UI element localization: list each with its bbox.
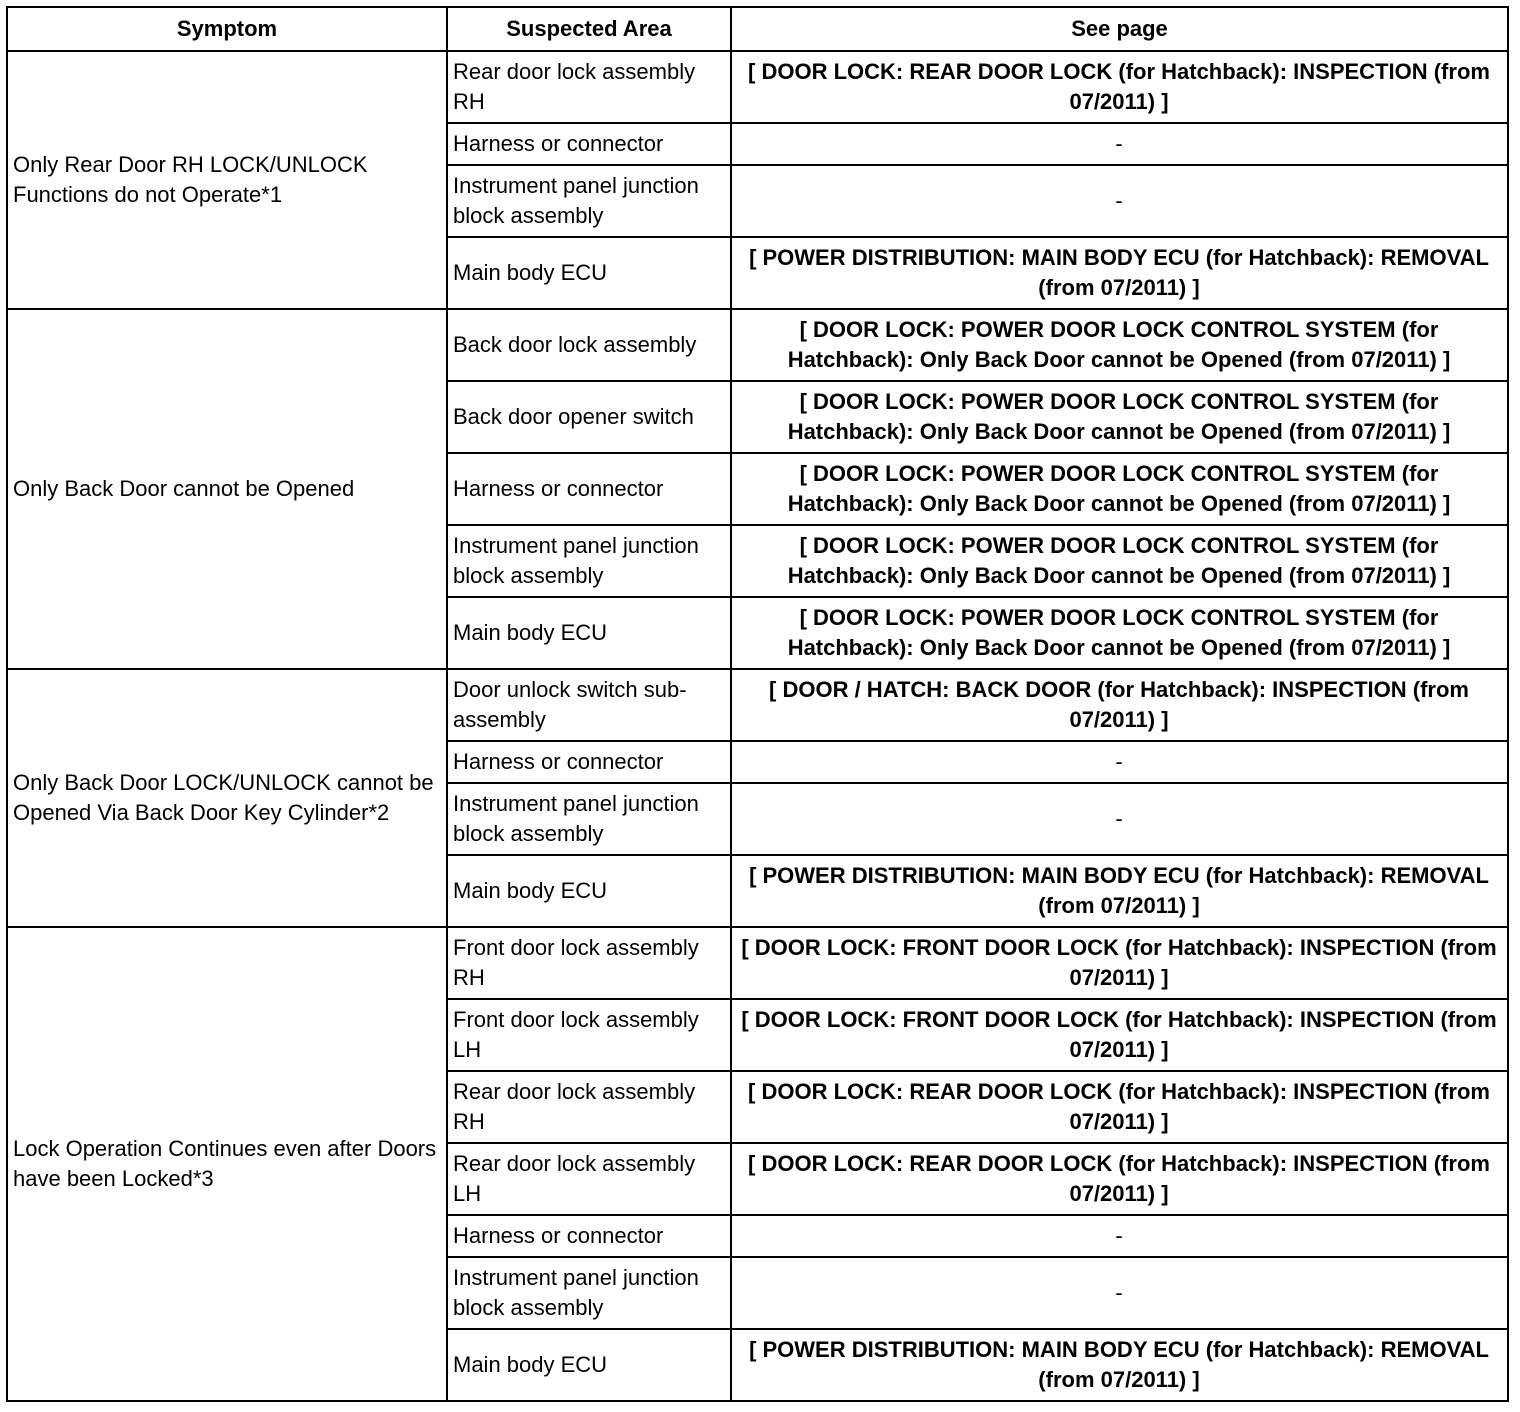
suspected-area-cell: Instrument panel junction block assembly	[447, 1257, 731, 1329]
symptom-cell: Only Back Door LOCK/UNLOCK cannot be Opened Via Back Door Key Cylinder*2	[7, 669, 447, 927]
symptom-cell: Only Rear Door RH LOCK/UNLOCK Functions do not Operate*1	[7, 51, 447, 309]
suspected-area-cell: Main body ECU	[447, 597, 731, 669]
see-page-link[interactable]: [ DOOR LOCK: REAR DOOR LOCK (for Hatchback): INSPECTION (from 07/2011) ]	[731, 1143, 1508, 1215]
see-page-empty: -	[731, 1257, 1508, 1329]
see-page-link[interactable]: [ DOOR LOCK: FRONT DOOR LOCK (for Hatchback): INSPECTION (from 07/2011) ]	[731, 999, 1508, 1071]
see-page-link[interactable]: [ DOOR LOCK: POWER DOOR LOCK CONTROL SYSTEM (for Hatchback): Only Back Door cannot be Opened (from 07/2011) ]	[731, 309, 1508, 381]
symptom-cell: Only Back Door cannot be Opened	[7, 309, 447, 669]
table-body	[7, 51, 1508, 1401]
suspected-area-cell: Instrument panel junction block assembly	[447, 165, 731, 237]
see-page-empty: -	[731, 1215, 1508, 1257]
see-page-link[interactable]: [ POWER DISTRIBUTION: MAIN BODY ECU (for Hatchback): REMOVAL (from 07/2011) ]	[731, 1329, 1508, 1401]
suspected-area-cell: Rear door lock assembly RH	[447, 51, 731, 123]
suspected-area-cell: Front door lock assembly RH	[447, 927, 731, 999]
suspected-area-cell: Back door lock assembly	[447, 309, 731, 381]
table-row	[7, 309, 1508, 381]
see-page-link[interactable]: [ DOOR LOCK: POWER DOOR LOCK CONTROL SYSTEM (for Hatchback): Only Back Door cannot be Opened (from 07/2011) ]	[731, 381, 1508, 453]
table-row	[7, 927, 1508, 999]
suspected-area-cell: Harness or connector	[447, 1215, 731, 1257]
suspected-area-cell: Rear door lock assembly RH	[447, 1071, 731, 1143]
see-page-link[interactable]: [ POWER DISTRIBUTION: MAIN BODY ECU (for Hatchback): REMOVAL (from 07/2011) ]	[731, 855, 1508, 927]
see-page-link[interactable]: [ DOOR LOCK: REAR DOOR LOCK (for Hatchback): INSPECTION (from 07/2011) ]	[731, 1071, 1508, 1143]
symptom-cell: Lock Operation Continues even after Doors have been Locked*3	[7, 927, 447, 1401]
see-page-link[interactable]: [ DOOR LOCK: POWER DOOR LOCK CONTROL SYSTEM (for Hatchback): Only Back Door cannot be Opened (from 07/2011) ]	[731, 525, 1508, 597]
see-page-link[interactable]: [ DOOR LOCK: REAR DOOR LOCK (for Hatchback): INSPECTION (from 07/2011) ]	[731, 51, 1508, 123]
suspected-area-cell: Harness or connector	[447, 741, 731, 783]
header-row	[7, 7, 1508, 51]
suspected-area-cell: Main body ECU	[447, 237, 731, 309]
see-page-link[interactable]: [ DOOR LOCK: FRONT DOOR LOCK (for Hatchback): INSPECTION (from 07/2011) ]	[731, 927, 1508, 999]
suspected-area-cell: Back door opener switch	[447, 381, 731, 453]
suspected-area-cell: Harness or connector	[447, 453, 731, 525]
suspected-area-cell: Front door lock assembly LH	[447, 999, 731, 1071]
header-symptom: Symptom	[7, 7, 447, 51]
suspected-area-cell: Instrument panel junction block assembly	[447, 783, 731, 855]
suspected-area-cell: Harness or connector	[447, 123, 731, 165]
header-see-page: See page	[731, 7, 1508, 51]
suspected-area-cell: Main body ECU	[447, 855, 731, 927]
suspected-area-cell: Rear door lock assembly LH	[447, 1143, 731, 1215]
suspected-area-cell: Door unlock switch sub-assembly	[447, 669, 731, 741]
see-page-empty: -	[731, 165, 1508, 237]
see-page-link[interactable]: [ DOOR LOCK: POWER DOOR LOCK CONTROL SYSTEM (for Hatchback): Only Back Door cannot be Opened (from 07/2011) ]	[731, 453, 1508, 525]
see-page-empty: -	[731, 123, 1508, 165]
table-row	[7, 51, 1508, 123]
suspected-area-cell: Instrument panel junction block assembly	[447, 525, 731, 597]
table-row	[7, 669, 1508, 741]
see-page-empty: -	[731, 783, 1508, 855]
troubleshooting-table	[6, 6, 1509, 1402]
see-page-link[interactable]: [ POWER DISTRIBUTION: MAIN BODY ECU (for Hatchback): REMOVAL (from 07/2011) ]	[731, 237, 1508, 309]
suspected-area-cell: Main body ECU	[447, 1329, 731, 1401]
see-page-empty: -	[731, 741, 1508, 783]
see-page-link[interactable]: [ DOOR LOCK: POWER DOOR LOCK CONTROL SYSTEM (for Hatchback): Only Back Door cannot be Opened (from 07/2011) ]	[731, 597, 1508, 669]
header-suspected-area: Suspected Area	[447, 7, 731, 51]
see-page-link[interactable]: [ DOOR / HATCH: BACK DOOR (for Hatchback): INSPECTION (from 07/2011) ]	[731, 669, 1508, 741]
